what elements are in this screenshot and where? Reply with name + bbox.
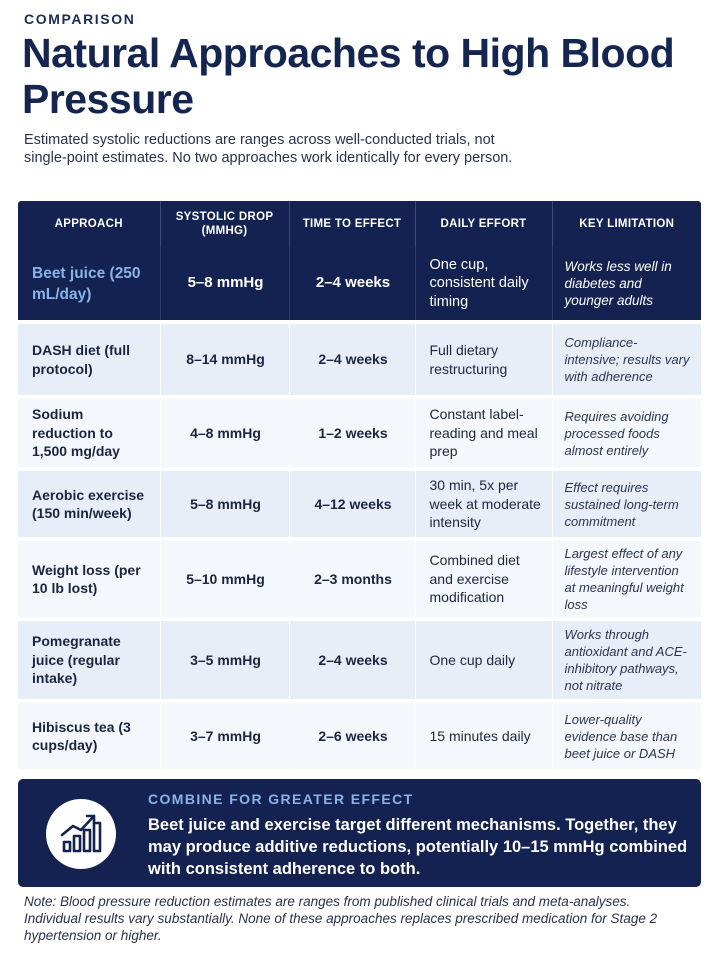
approach-cell: Pomegranate juice (regular intake) — [18, 619, 160, 701]
table-row-pomegranate-juice — [18, 619, 701, 701]
approach-cell: Aerobic exercise (150 min/week) — [18, 469, 160, 539]
time-to-effect-cell: 2–3 months — [289, 539, 415, 619]
daily-effort-cell: Constant label-reading and meal prep — [415, 397, 552, 469]
callout-body: Beet juice and exercise target different mechanisms. Together, they may produce additive reductions, potentially 10–15 mmHg combined with consistent adherence to both. — [148, 816, 688, 878]
time-to-effect-cell: 1–2 weeks — [289, 397, 415, 469]
page-subtitle: Estimated systolic reductions are ranges across well-conducted trials, not single-point estimates. No two approaches work identically for every person. — [24, 132, 513, 166]
time-to-effect-cell: 2–4 weeks — [289, 322, 415, 397]
time-to-effect-cell: 4–12 weeks — [289, 469, 415, 539]
page-title: Natural Approaches to High Blood Pressure — [22, 30, 675, 122]
column-header-daily-effort: DAILY EFFORT — [415, 201, 552, 247]
time-to-effect-cell: 2–4 weeks — [289, 247, 415, 322]
systolic-drop-cell: 3–5 mmHg — [160, 619, 289, 701]
table-row-beet-juice — [18, 247, 701, 322]
daily-effort-cell: One cup, consistent daily timing — [415, 247, 552, 322]
key-limitation-cell: Requires avoiding processed foods almost entirely — [552, 397, 701, 469]
footnote: Note: Blood pressure reduction estimates are ranges from published clinical trials and meta-analyses. Individual results vary substantially. None of these approaches replaces prescribed medication for Stage 2 hypertension or higher. — [24, 894, 658, 943]
eyebrow-label: COMPARISON — [24, 11, 136, 27]
daily-effort-cell: Combined diet and exercise modification — [415, 539, 552, 619]
systolic-drop-cell: 4–8 mmHg — [160, 397, 289, 469]
systolic-drop-cell: 8–14 mmHg — [160, 322, 289, 397]
column-header-systolic-drop: SYSTOLIC DROP (MMHG) — [160, 201, 289, 247]
table-row-dash-diet — [18, 322, 701, 397]
key-limitation-cell: Largest effect of any lifestyle intervention at meaningful weight loss — [552, 539, 701, 619]
growth-chart-icon — [46, 799, 116, 869]
callout-heading: COMBINE FOR GREATER EFFECT — [148, 791, 414, 807]
approach-cell: Beet juice (250 mL/day) — [18, 247, 160, 322]
time-to-effect-cell: 2–4 weeks — [289, 619, 415, 701]
systolic-drop-cell: 5–8 mmHg — [160, 247, 289, 322]
daily-effort-cell: 30 min, 5x per week at moderate intensity — [415, 469, 552, 539]
table-row-hibiscus-tea — [18, 701, 701, 771]
approach-cell: Weight loss (per 10 lb lost) — [18, 539, 160, 619]
time-to-effect-cell: 2–6 weeks — [289, 701, 415, 771]
comparison-table — [18, 201, 701, 773]
combine-callout — [18, 779, 701, 887]
approach-cell: DASH diet (full protocol) — [18, 322, 160, 397]
table-row-weight-loss — [18, 539, 701, 619]
daily-effort-cell: Full dietary restructuring — [415, 322, 552, 397]
key-limitation-cell: Works through antioxidant and ACE-inhibitory pathways, not nitrate — [552, 619, 701, 701]
column-header-approach: APPROACH — [18, 201, 160, 247]
daily-effort-cell: 15 minutes daily — [415, 701, 552, 771]
systolic-drop-cell: 5–8 mmHg — [160, 469, 289, 539]
column-header-time-to-effect: TIME TO EFFECT — [289, 201, 415, 247]
table-row-aerobic-exercise — [18, 469, 701, 539]
key-limitation-cell: Effect requires sustained long-term commitment — [552, 469, 701, 539]
key-limitation-cell: Compliance-intensive; results vary with adherence — [552, 322, 701, 397]
table-header — [18, 201, 701, 247]
systolic-drop-cell: 3–7 mmHg — [160, 701, 289, 771]
comparison-table-wrapper — [18, 201, 701, 773]
key-limitation-cell: Lower-quality evidence base than beet juice or DASH — [552, 701, 701, 771]
daily-effort-cell: One cup daily — [415, 619, 552, 701]
table-row-sodium-reduction — [18, 397, 701, 469]
key-limitation-cell: Works less well in diabetes and younger adults — [552, 247, 701, 322]
approach-cell: Sodium reduction to 1,500 mg/day — [18, 397, 160, 469]
column-header-key-limitation: KEY LIMITATION — [552, 201, 701, 247]
systolic-drop-cell: 5–10 mmHg — [160, 539, 289, 619]
approach-cell: Hibiscus tea (3 cups/day) — [18, 701, 160, 771]
